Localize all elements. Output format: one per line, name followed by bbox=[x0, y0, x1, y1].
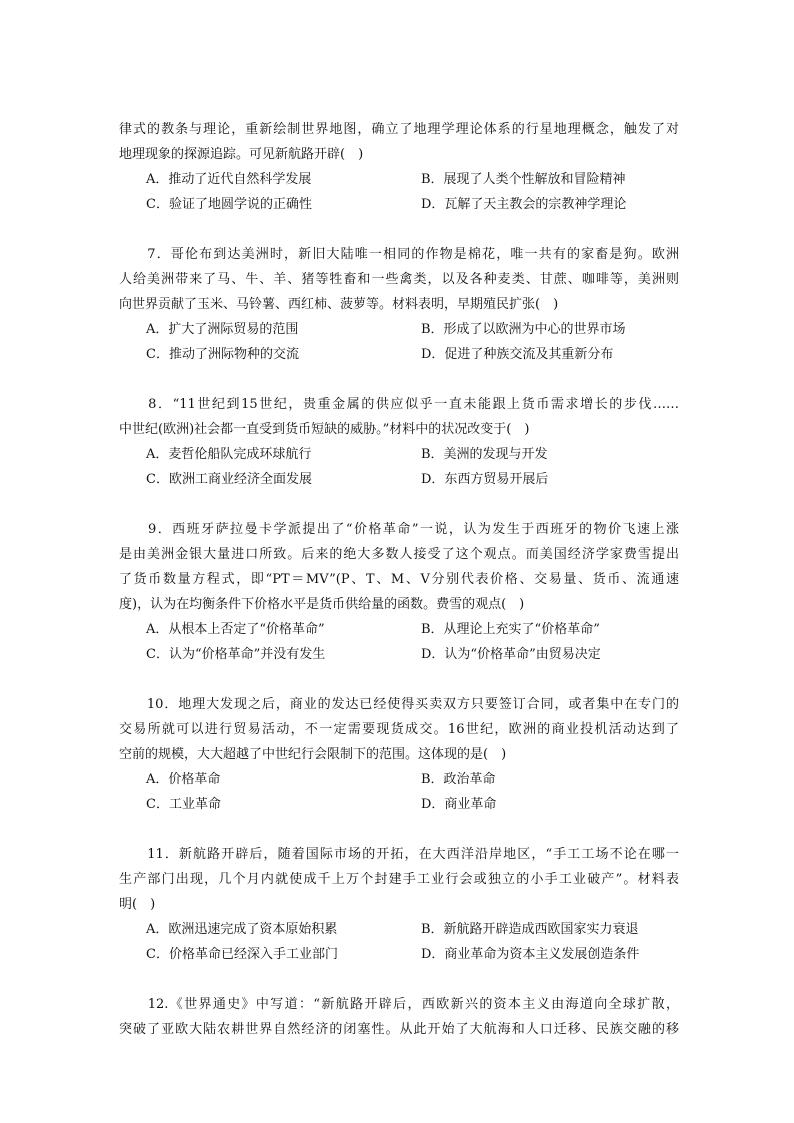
q7-stem-line-3: 向世界贡献了玉米、马铃薯、西红柿、菠萝等。材料表明，早期殖民扩张( ) bbox=[119, 297, 559, 312]
q9-stem-line-1: 9．西班牙萨拉曼卡学派提出了“价格革命”一说，认为发生于西班牙的物价飞速上涨 bbox=[119, 522, 679, 537]
q8-option-d: D．东西方贸易开展后 bbox=[421, 472, 549, 487]
q9-stem-line-2: 是由美洲金银大量进口所致。后来的绝大多数人接受了这个观点。而美国经济学家费雪提出 bbox=[119, 547, 679, 562]
q10-option-a: A．价格革命 bbox=[146, 772, 221, 787]
q10-option-b: B．政治革命 bbox=[421, 772, 496, 787]
q9-stem-line-4: 度)，认为在均衡条件下价格水平是货币供给量的函数。费雪的观点( ) bbox=[119, 597, 525, 612]
q6-option-d: D．瓦解了天主教会的宗教神学理论 bbox=[421, 197, 627, 212]
q6-option-a: A．推动了近代自然科学发展 bbox=[146, 172, 312, 187]
q9-option-c: C．认为“价格革命”并没有发生 bbox=[146, 647, 326, 662]
q9-option-a: A．从根本上否定了“价格革命” bbox=[146, 622, 325, 637]
q10-option-d: D．商业革命 bbox=[421, 797, 497, 812]
q11-stem-line-3: 明( ) bbox=[119, 897, 156, 912]
q11-option-b: B．新航路开辟造成西欧国家实力衰退 bbox=[421, 922, 639, 937]
q11-stem-line-1: 11．新航路开辟后，随着国际市场的开拓，在大西洋沿岸地区，“手工工场不论在哪一 bbox=[119, 847, 679, 862]
q11-stem-line-2: 生产部门出现，几个月内就使成千上万个封建手工业行会或独立的小手工业破产”。材料表 bbox=[119, 872, 679, 887]
q7-option-a: A．扩大了洲际贸易的范围 bbox=[146, 322, 299, 337]
q7-option-b: B．形成了以欧洲为中心的世界市场 bbox=[421, 322, 626, 337]
q12-stem-line-1: 12.《世界通史》中写道：“新航路开辟后，西欧新兴的资本主义由海道向全球扩散， bbox=[119, 997, 679, 1012]
q8-option-c: C．欧洲工商业经济全面发展 bbox=[146, 472, 312, 487]
q11-option-c: C．价格革命已经深入手工业部门 bbox=[146, 947, 338, 962]
q10-stem-line-1: 10．地理大发现之后，商业的发达已经使得买卖双方只要签订合同，或者集中在专门的 bbox=[119, 697, 679, 712]
q8-option-b: B．美洲的发现与开发 bbox=[421, 447, 548, 462]
q11-option-a: A．欧洲迅速完成了资本原始积累 bbox=[146, 922, 338, 937]
q7-option-d: D．促进了种族交流及其重新分布 bbox=[421, 347, 614, 362]
q7-stem-line-1: 7．哥伦布到达美洲时，新旧大陆唯一相同的作物是棉花，唯一共有的家畜是狗。欧洲 bbox=[119, 247, 679, 262]
q7-option-c: C．推动了洲际物种的交流 bbox=[146, 347, 299, 362]
q9-stem-line-3: 了货币数量方程式，即“PT＝MV”(P、T、M、V分别代表价格、交易量、货币、流通速 bbox=[119, 572, 679, 587]
q9-option-b: B．从理论上充实了“价格革命” bbox=[421, 622, 600, 637]
q9-option-d: D．认为“价格革命”由贸易决定 bbox=[421, 647, 601, 662]
q11-option-d: D．商业革命为资本主义发展创造条件 bbox=[421, 947, 640, 962]
q6-stem-line-2: 地理现象的探源追踪。可见新航路开辟( ) bbox=[119, 147, 364, 162]
q6-option-b: B．展现了人类个性解放和冒险精神 bbox=[421, 172, 626, 187]
q8-stem-line-2: 中世纪(欧洲)社会都一直受到货币短缺的威胁。”材料中的状况改变于( ) bbox=[119, 422, 530, 437]
q8-stem-line-1: 8．“11世纪到15世纪，贵重金属的供应似乎一直未能跟上货币需求增长的步伐…… bbox=[119, 397, 679, 412]
q12-stem-line-2: 突破了亚欧大陆农耕世界自然经济的闭塞性。从此开始了大航海和人口迁移、民族交融的移 bbox=[119, 1022, 679, 1037]
q8-option-a: A．麦哲伦船队完成环球航行 bbox=[146, 447, 312, 462]
q10-stem-line-3: 空前的规模，大大超越了中世纪行会限制下的范围。这体现的是( ) bbox=[119, 747, 507, 762]
q10-stem-line-2: 交易所就可以进行贸易活动，不一定需要现货成交。16世纪，欧洲的商业投机活动达到了 bbox=[119, 722, 679, 737]
q6-option-c: C．验证了地圆学说的正确性 bbox=[146, 197, 312, 212]
q6-stem-line-1: 律式的教条与理论，重新绘制世界地图，确立了地理学理论体系的行星地理概念，触发了对 bbox=[119, 122, 679, 137]
q10-option-c: C．工业革命 bbox=[146, 797, 221, 812]
q7-stem-line-2: 人给美洲带来了马、牛、羊、猪等牲畜和一些禽类，以及各种麦类、甘蔗、咖啡等，美洲则 bbox=[119, 272, 679, 287]
